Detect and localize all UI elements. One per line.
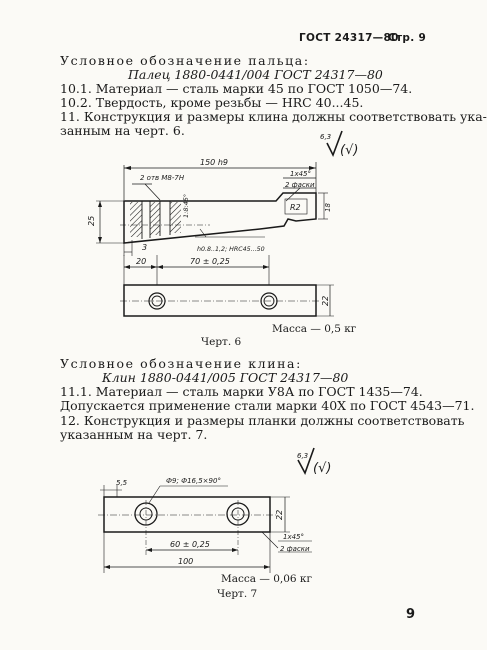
fig6-mass: Масса — 0,5 кг	[272, 323, 357, 335]
page-label: Стр. 9	[388, 32, 427, 44]
paragraph-11-line2: занным на черт. 6.	[60, 123, 185, 138]
fig6-dim-r: R2	[290, 203, 301, 212]
fig7-dim-55: 5,5	[116, 479, 128, 487]
fig6-dim-holes: 2 отв М8-7Н	[140, 174, 185, 182]
fig7-dim-22: 22	[275, 509, 284, 520]
fig7-roughness-extra: (√)	[313, 461, 332, 476]
paragraph-10-1: 10.1. Материал — сталь марки 45 по ГОСТ 1050—74.	[60, 81, 413, 96]
fig6-roughness-value: 6,3	[320, 133, 332, 141]
fig6-hardening: h0.8..1,2; HRC45...50	[197, 246, 265, 253]
plate-body	[104, 497, 270, 532]
fig6-dim-small: 3	[142, 243, 148, 252]
fig6-caption: Черт. 6	[201, 336, 242, 348]
wedge-designation: Клин 1880-0441/005 ГОСТ 24317—80	[102, 370, 349, 385]
fig7-dim-holes: Ф9; Ф16,5×90°	[166, 477, 221, 485]
paragraph-11-line1: 11. Конструкция и размеры клина должны соответствовать ука-	[60, 109, 487, 124]
section-heading-wedge: Условное обозначение клина:	[60, 356, 302, 371]
section-heading-finger: Условное обозначение пальца:	[60, 53, 310, 68]
fig7-roughness-value: 6,3	[297, 452, 309, 460]
fig7-caption: Черт. 7	[217, 588, 258, 600]
paragraph-12-line2: указанным на черт. 7.	[60, 427, 208, 442]
fig6-dim-length: 150 h9	[200, 158, 228, 167]
fig7-dim-100: 100	[178, 557, 194, 566]
fig6-dim-angle: 1:8:45°	[182, 193, 190, 218]
fig6-dim-height: 25	[87, 215, 96, 226]
fig6-roughness-extra: (√)	[340, 143, 359, 158]
paragraph-12-line1: 12. Конструкция и размеры планки должны соответствовать	[60, 413, 465, 428]
fig6-dim-chamfer: 1х45°	[290, 170, 312, 178]
fig7-chamfers: 2 фаски	[280, 545, 310, 553]
paragraph-11-1: 11.1. Материал — сталь марки У8А по ГОСТ 1435—74.	[60, 384, 423, 399]
page-number: 9	[406, 607, 416, 622]
fig7-dim-chamfer: 1х45°	[283, 533, 305, 541]
fig6-dim-22: 22	[321, 295, 330, 306]
finger-designation: Палец 1880-0441/004 ГОСТ 24317—80	[128, 67, 383, 82]
fig7-mass: Масса — 0,06 кг	[221, 573, 312, 585]
fig6-dim-depth: 18	[324, 203, 332, 212]
paragraph-10-2: 10.2. Твердость, кроме резьбы — HRC 40...45.	[60, 95, 364, 110]
fig7-dim-60: 60 ± 0,25	[170, 540, 210, 549]
standard-header: ГОСТ 24317—80	[299, 32, 399, 44]
fig6-dim-70: 70 ± 0,25	[190, 257, 230, 266]
fig6-chamfers: 2 фаски	[285, 181, 315, 189]
fig6-dim-20: 20	[136, 257, 147, 266]
paragraph-11-2: Допускается применение стали марки 40Х по ГОСТ 4543—71.	[60, 398, 475, 413]
